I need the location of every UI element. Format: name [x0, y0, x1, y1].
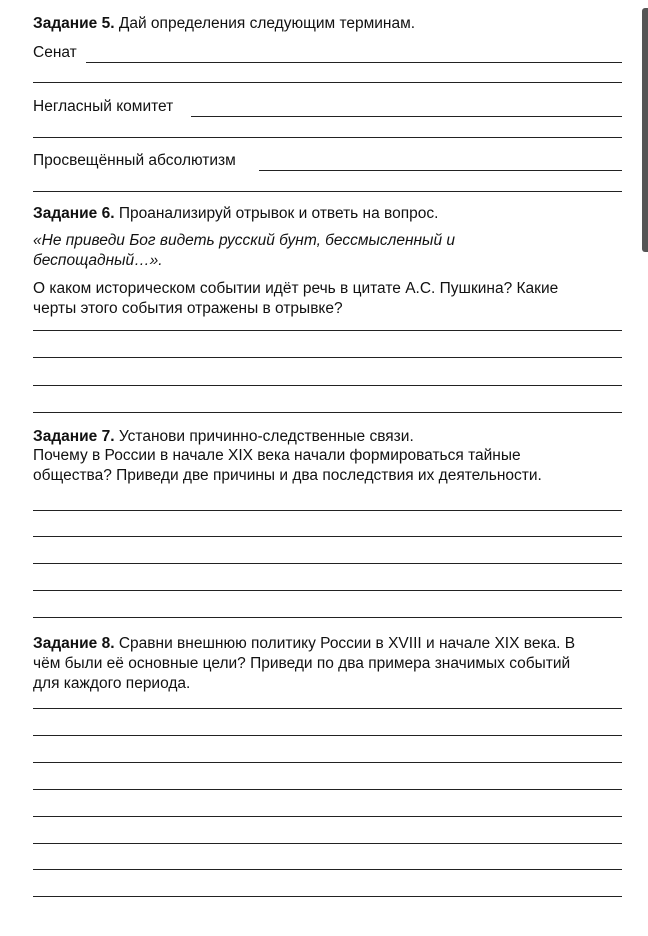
task7-question-line-1: Почему в России в начале XIX века начали формироваться тайные	[33, 447, 521, 464]
task8-answer-line-2[interactable]	[33, 735, 622, 736]
term-absolutism-label: Просвещённый абсолютизм	[33, 152, 236, 169]
task7-instruction: Установи причинно-следственные связи.	[114, 428, 414, 445]
task7-answer-line-4[interactable]	[33, 590, 622, 591]
task6-answer-line-3[interactable]	[33, 385, 622, 386]
task8-text-line-2: чём были её основные цели? Приведи по два примера значимых событий	[33, 655, 571, 672]
term-committee-answer-line[interactable]	[191, 116, 622, 117]
task7-question-line-2: общества? Приведи две причины и два последствия их деятельности.	[33, 467, 542, 484]
task6-answer-line-1[interactable]	[33, 330, 622, 331]
term-senate-answer-line-2[interactable]	[33, 82, 622, 83]
task7-title	[33, 427, 414, 447]
term-committee-answer-line-2[interactable]	[33, 137, 622, 138]
task8-answer-line-8[interactable]	[33, 896, 622, 897]
task7-answer-line-5[interactable]	[33, 617, 622, 618]
task6-question-line-1: О каком историческом событии идёт речь в цитате А.С. Пушкина? Какие	[33, 280, 559, 297]
task8-title	[33, 634, 575, 654]
term-senate-label: Сенат	[33, 44, 77, 61]
term-absolutism-answer-line[interactable]	[259, 170, 622, 171]
task7-heading: Задание 7.	[33, 428, 115, 445]
task7-answer-line-1[interactable]	[33, 510, 622, 511]
task5-title	[33, 14, 415, 34]
task6-question-line-2: черты этого события отражены в отрывке?	[33, 300, 343, 317]
task6-answer-line-4[interactable]	[33, 412, 622, 413]
task6-heading: Задание 6.	[33, 205, 115, 222]
term-absolutism-answer-line-2[interactable]	[33, 191, 622, 192]
task6-quote-line-2: беспощадный…».	[33, 252, 163, 269]
task5-instruction: Дай определения следующим терминам.	[114, 15, 416, 32]
task8-answer-line-5[interactable]	[33, 816, 622, 817]
task8-text-line-3: для каждого периода.	[33, 675, 191, 692]
term-committee-label: Негласный комитет	[33, 98, 174, 115]
task8-answer-line-4[interactable]	[33, 789, 622, 790]
task6-instruction: Проанализируй отрывок и ответь на вопрос.	[114, 205, 439, 222]
task6-answer-line-2[interactable]	[33, 357, 622, 358]
task8-answer-line-6[interactable]	[33, 843, 622, 844]
task8-text-line-1: Сравни внешнюю политику России в XVIII и начале XIX века. В	[114, 635, 576, 652]
task5-heading: Задание 5.	[33, 15, 115, 32]
task6-title	[33, 204, 438, 224]
task7-answer-line-3[interactable]	[33, 563, 622, 564]
page-edge-shadow	[642, 8, 648, 252]
task6-quote-line-1: «Не приведи Бог видеть русский бунт, бессмысленный и	[33, 232, 456, 249]
task7-answer-line-2[interactable]	[33, 536, 622, 537]
task8-answer-line-7[interactable]	[33, 869, 622, 870]
term-senate-answer-line[interactable]	[86, 62, 622, 63]
task8-heading: Задание 8.	[33, 635, 115, 652]
task8-answer-line-3[interactable]	[33, 762, 622, 763]
task8-answer-line-1[interactable]	[33, 708, 622, 709]
